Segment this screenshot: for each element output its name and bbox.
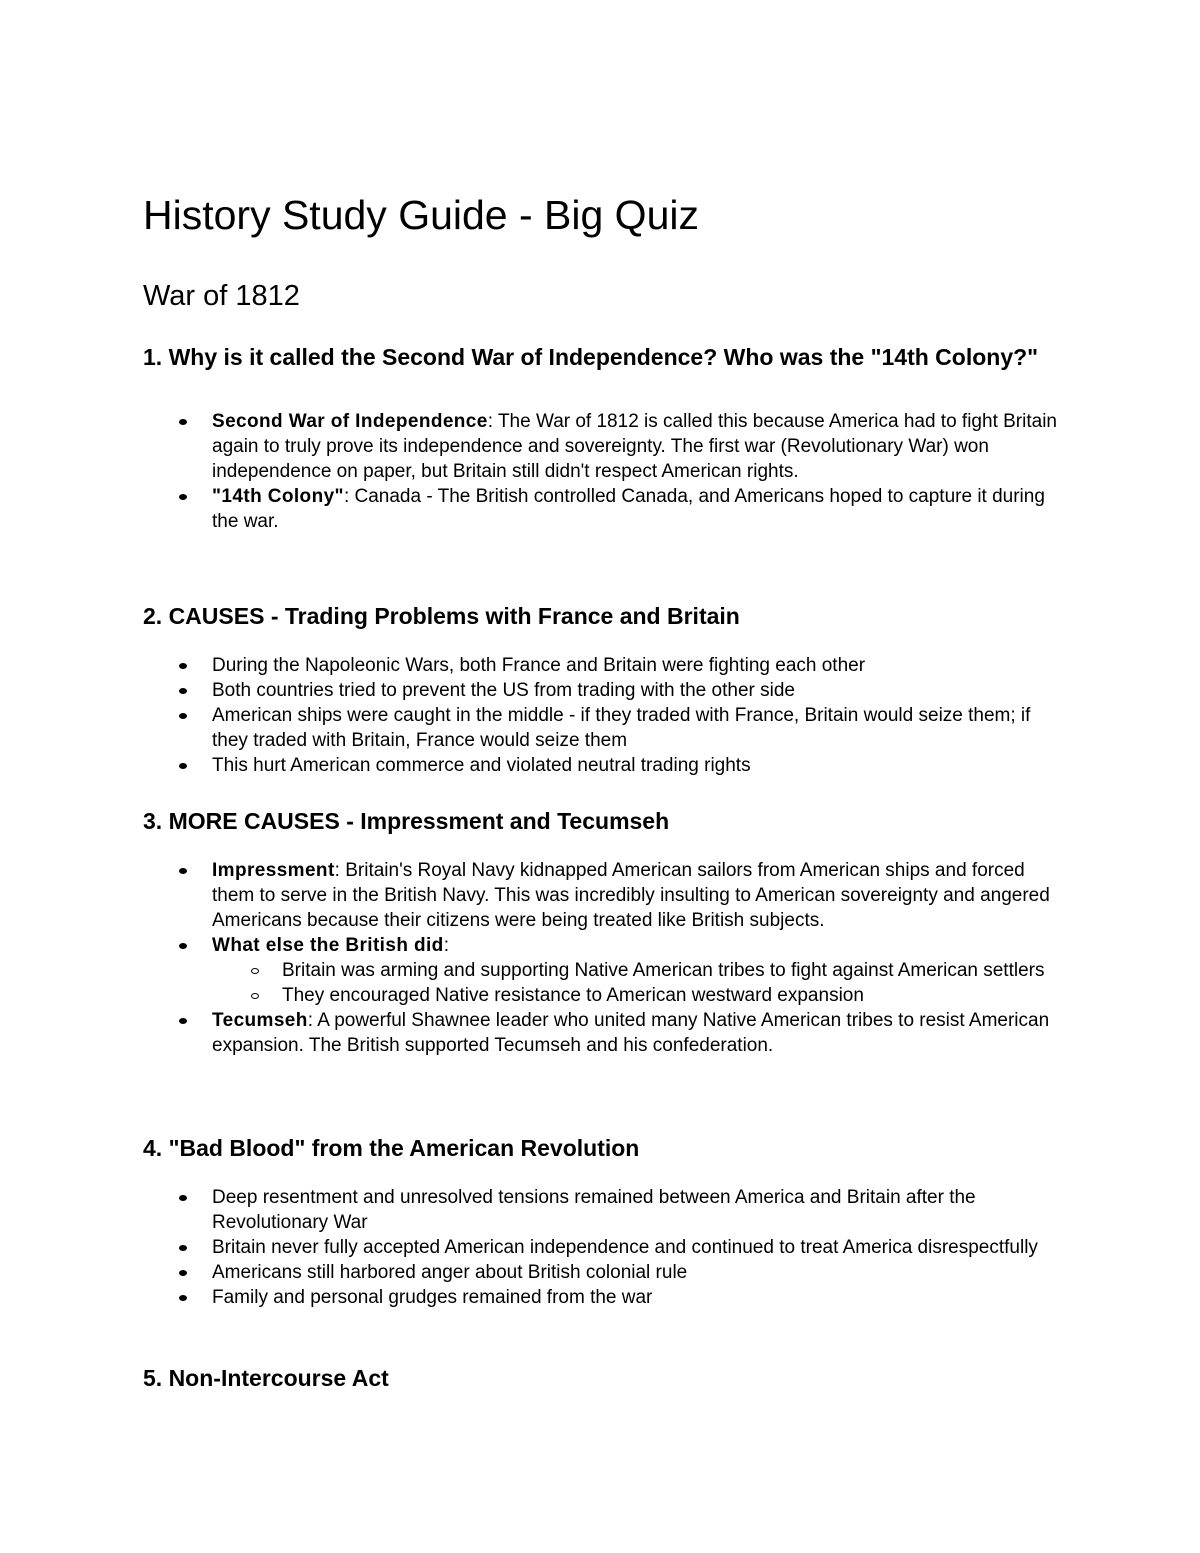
term-impressment: Impressment <box>212 860 335 881</box>
term-second-war: Second War of Independence <box>212 411 488 432</box>
question-4-heading: 4. "Bad Blood" from the American Revolution <box>143 1135 640 1161</box>
question-5-heading: 5. Non-Intercourse Act <box>143 1365 389 1391</box>
question-3-list <box>143 858 1063 1058</box>
list-item <box>143 409 1063 484</box>
list-item: Both countries tried to prevent the US from trading with the other side <box>143 678 1063 703</box>
list-item-text: : Britain's Royal Navy kidnapped American sailors from American ships and forced them to serve in the British Navy. This was incredibly insulting to American sovereignty and angered Americans because their citizens were being treated like British subjects. <box>212 860 1050 931</box>
list-item <box>143 484 1063 534</box>
list-item: Britain never fully accepted American independence and continued to treat America disrespectfully <box>143 1235 1063 1260</box>
question-1-heading: 1. Why is it called the Second War of Independence? Who was the "14th Colony?" <box>143 344 1039 370</box>
question-1 <box>143 343 1063 534</box>
section-title-war-of-1812: War of 1812 <box>143 280 300 312</box>
list-item-text: : <box>443 935 449 956</box>
term-tecumseh: Tecumseh <box>212 1010 308 1031</box>
question-2 <box>143 602 1063 778</box>
list-item <box>143 1008 1063 1058</box>
question-3 <box>143 807 1063 1058</box>
list-item-text: : The War of 1812 is called this because America had to fight Britain again to truly prove its independence and sovereignty. The first war (Revolutionary War) won independence on paper, but Britain still didn't respect American rights. <box>212 411 1057 482</box>
question-4 <box>143 1134 1063 1310</box>
list-item: Family and personal grudges remained from the war <box>143 1285 1063 1310</box>
sub-list-item: They encouraged Native resistance to American westward expansion <box>212 983 1063 1008</box>
list-item-text: : A powerful Shawnee leader who united many Native American tribes to resist American expansion. The British supported Tecumseh and his confederation. <box>212 1010 1050 1056</box>
list-item: This hurt American commerce and violated neutral trading rights <box>143 753 1063 778</box>
question-4-list <box>143 1185 1063 1310</box>
list-item: American ships were caught in the middle - if they traded with France, Britain would seize them; if they traded with Britain, France would seize them <box>143 703 1063 753</box>
sub-list-item: Britain was arming and supporting Native American tribes to fight against American settlers <box>212 958 1063 983</box>
question-2-list <box>143 653 1063 778</box>
list-item-text: : Canada - The British controlled Canada, and Americans hoped to capture it during the war. <box>212 486 1045 532</box>
list-item: Deep resentment and unresolved tensions remained between America and Britain after the Revolutionary War <box>143 1185 1063 1235</box>
term-14th-colony: "14th Colony" <box>212 486 344 507</box>
question-3-heading: 3. MORE CAUSES - Impressment and Tecumseh <box>143 808 670 834</box>
question-5 <box>143 1364 1063 1392</box>
list-item <box>143 933 1063 1008</box>
list-item <box>143 858 1063 933</box>
question-1-list <box>143 409 1063 534</box>
document-title: History Study Guide - Big Quiz <box>143 192 699 238</box>
term-what-else: What else the British did <box>212 935 444 956</box>
question-2-heading: 2. CAUSES - Trading Problems with France and Britain <box>143 603 740 629</box>
list-item: During the Napoleonic Wars, both France and Britain were fighting each other <box>143 653 1063 678</box>
sub-list <box>212 958 1063 1008</box>
list-item: Americans still harbored anger about British colonial rule <box>143 1260 1063 1285</box>
